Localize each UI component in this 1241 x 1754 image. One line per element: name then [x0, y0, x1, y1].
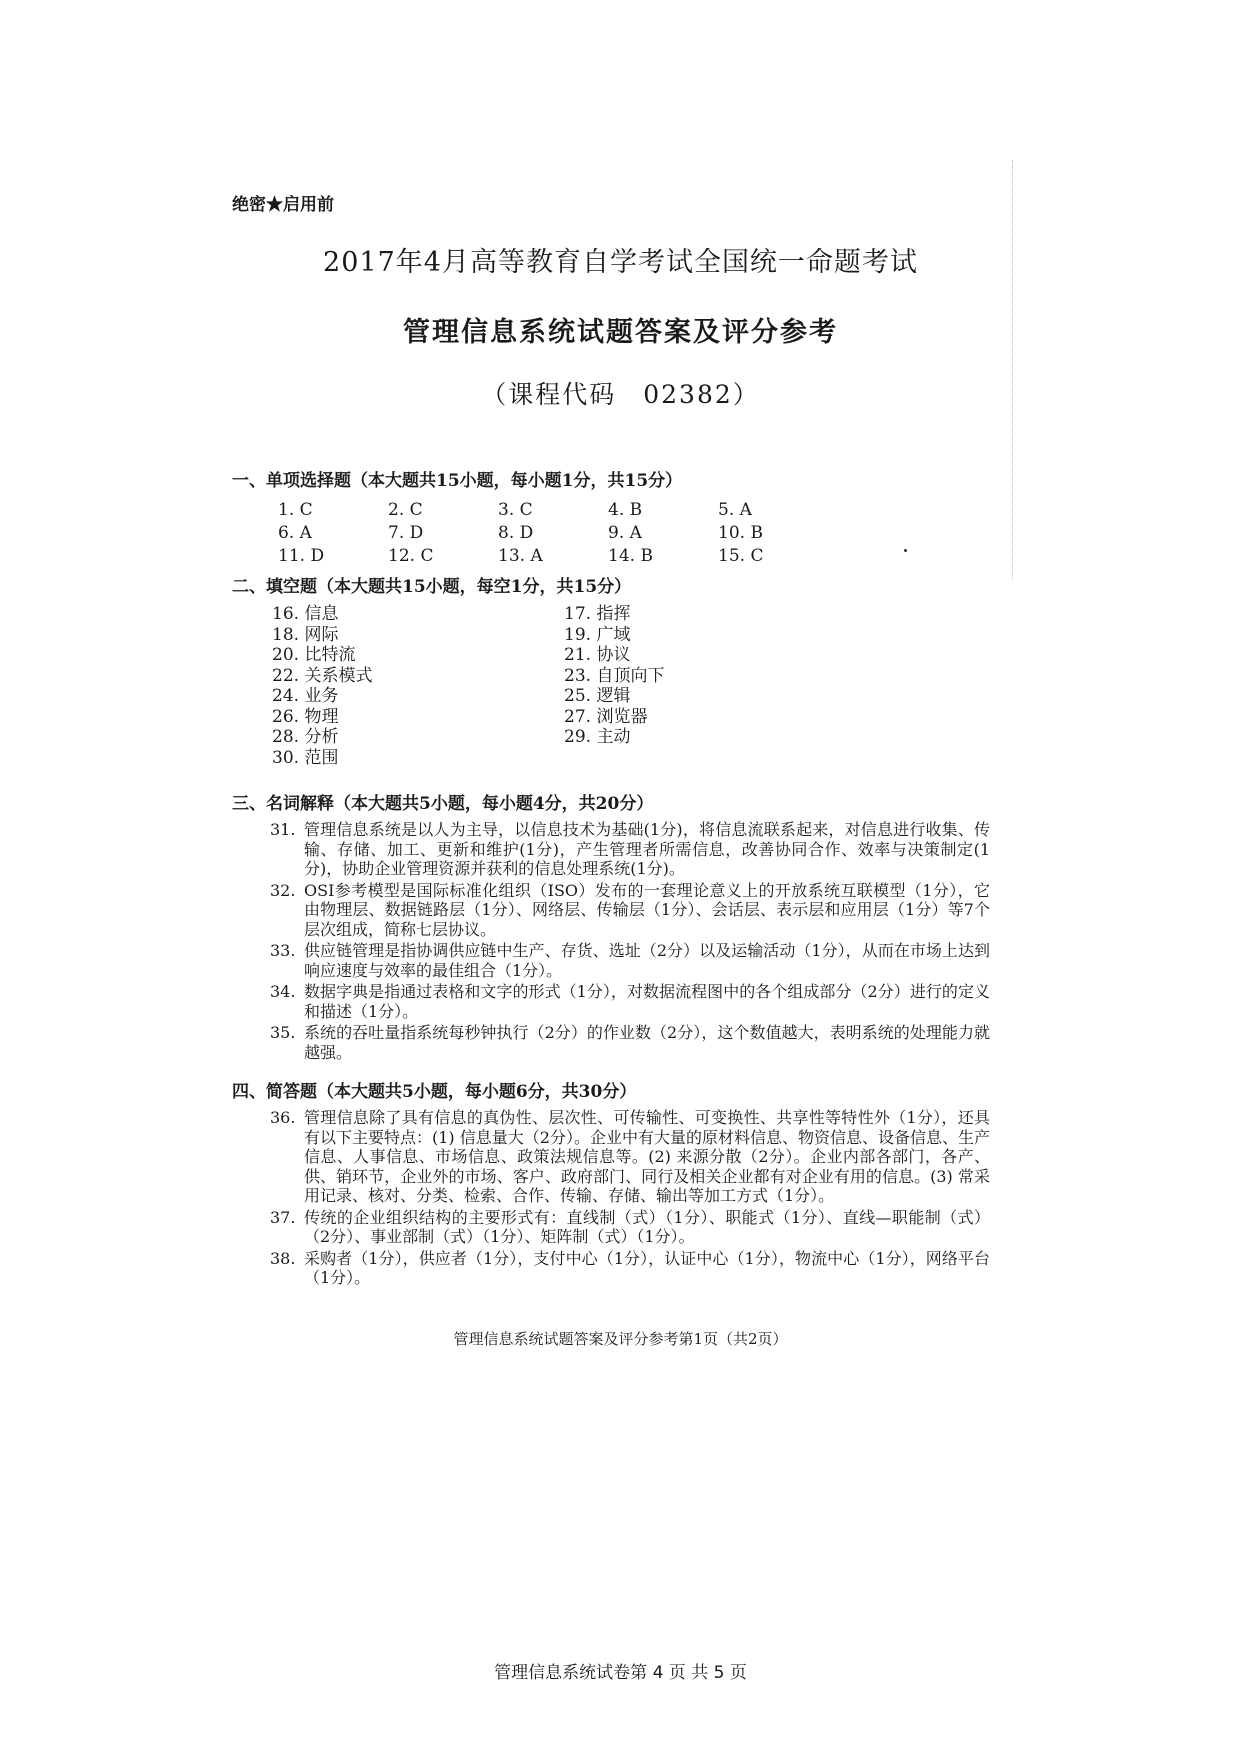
short-answers — [270, 1108, 990, 1290]
item-number: 33. — [270, 941, 296, 960]
answer-item — [270, 982, 990, 1021]
mc-answer: 2. C — [388, 500, 423, 520]
mc-answer: 3. C — [498, 500, 533, 520]
mc-answer: 11. D — [278, 546, 325, 566]
item-text: 系统的吞吐量指系统每秒钟执行（2分）的作业数（2分），这个数值越大，表明系统的处理能力就越强。 — [304, 1023, 990, 1062]
fill-answer: 30. 范围 — [272, 747, 339, 768]
mc-answer: 13. A — [498, 546, 543, 566]
item-text: 传统的企业组织结构的主要形式有：直线制（式）（1分）、职能式（1分）、直线—职能制（式）（2分）、事业部制（式）（1分）、矩阵制（式）（1分）。 — [304, 1207, 990, 1246]
answer-item — [270, 1108, 990, 1206]
mc-answer: 5. A — [718, 500, 752, 520]
fill-answer: 27. 浏览器 — [564, 706, 648, 727]
fill-answer: 19. 广域 — [564, 624, 631, 645]
fill-answer: 22. 关系模式 — [272, 665, 373, 686]
fill-answer: 28. 分析 — [272, 727, 339, 747]
scan-page-note: 管理信息系统试题答案及评分参考第1页（共2页） — [453, 1330, 788, 1348]
confidential-mark: 绝密★启用前 — [232, 195, 334, 215]
fill-answer: 29. 主动 — [564, 727, 631, 747]
item-number: 35. — [270, 1023, 296, 1042]
section1-heading: 一、单项选择题（本大题共15小题，每小题1分，共15分） — [232, 471, 683, 491]
item-text: 采购者（1分），供应者（1分），支付中心（1分），认证中心（1分），物流中心（1分），网络平台（1分）。 — [304, 1248, 990, 1287]
fill-answer: 25. 逻辑 — [564, 686, 631, 706]
answer-item — [270, 881, 990, 940]
answer-item — [270, 1249, 990, 1288]
fill-blank-answers — [272, 604, 772, 768]
fill-answer: 18. 网际 — [272, 624, 339, 645]
item-number: 32. — [270, 880, 296, 900]
item-number: 31. — [270, 820, 296, 839]
item-text: 数据字典是指通过表格和文字的形式（1分），对数据流程图中的各个组成部分（2分）进行的定义和描述（1分）。 — [304, 982, 990, 1021]
multiple-choice-answers — [278, 500, 838, 566]
fill-answer: 26. 物理 — [272, 706, 339, 727]
mc-answer: 14. B — [608, 546, 653, 566]
item-text: 管理信息除了具有信息的真伪性、层次性、可传输性、可变换性、共享性等特性外（1分），还具有以下主要特点：(1) 信息量大（2分）。企业中有大量的原材料信息、物资信息、设备信息、生产信息、人事信息、市场信息、政策法规信息等。(2) 来源分散（2分）。企业内部各部门，各产、供、销环节，企业外的市场、客户、政府部门、同行及相关企业都有对企业有用的信息。(3) 常采用记录、核对、分类、检索、合作、传输、存储、输出等加工方式（1分）。 — [304, 1108, 990, 1205]
course-code: （课程代码 02382） — [481, 380, 760, 409]
section2-heading: 二、填空题（本大题共15小题，每空1分，共15分） — [232, 577, 632, 597]
mc-answer: 15. C — [718, 546, 764, 566]
item-number: 38. — [270, 1248, 296, 1268]
item-number: 34. — [270, 982, 296, 1001]
item-number: 36. — [270, 1108, 296, 1127]
answer-item — [270, 1023, 990, 1062]
mc-answer: 8. D — [498, 523, 534, 543]
answer-item — [270, 1208, 990, 1247]
answer-item — [270, 941, 990, 980]
mc-answer: 4. B — [608, 500, 643, 520]
item-text: 管理信息系统是以人为主导，以信息技术为基础(1分)，将信息流联系起来，对信息进行收集、传输、存储、加工、更新和维护(1分)，产生管理者所需信息，改善协同合作、效率与决策制定(1分)，协助企业管理资源并获利的信息处理系统(1分)。 — [304, 820, 990, 878]
term-definitions — [270, 820, 990, 1064]
mc-answer: 10. B — [718, 523, 763, 543]
fill-answer: 21. 协议 — [564, 645, 631, 665]
section4-heading: 四、简答题（本大题共5小题，每小题6分，共30分） — [232, 1082, 637, 1102]
section3-heading: 三、名词解释（本大题共5小题，每小题4分，共20分） — [232, 794, 654, 814]
page-footer: 管理信息系统试卷第 4 页 共 5 页 — [494, 1663, 747, 1683]
scan-edge-artifact — [1012, 160, 1014, 580]
fill-answer: 23. 自顶向下 — [564, 665, 665, 686]
exam-title: 2017年4月高等教育自学考试全国统一命题考试 — [323, 247, 918, 278]
mc-answer: 1. C — [278, 500, 313, 520]
mc-answer: 12. C — [388, 546, 434, 566]
mc-answer: 6. A — [278, 523, 312, 543]
mc-answer: 9. A — [608, 523, 642, 543]
item-number: 37. — [270, 1207, 296, 1227]
mc-answer: 7. D — [388, 523, 424, 543]
item-text: 供应链管理是指协调供应链中生产、存货、选址（2分）以及运输活动（1分），从而在市场上达到响应速度与效率的最佳组合（1分）。 — [304, 941, 990, 980]
scan-speck — [904, 549, 907, 552]
answer-item — [270, 820, 990, 879]
fill-answer: 24. 业务 — [272, 686, 339, 706]
fill-answer: 20. 比特流 — [272, 645, 356, 665]
item-text: OSI参考模型是国际标准化组织（ISO）发布的一套理论意义上的开放系统互联模型（1分），它由物理层、数据链路层（1分）、网络层、传输层（1分）、会话层、表示层和应用层（1分）等7个层次组成，简称七层协议。 — [304, 880, 990, 939]
fill-answer: 17. 指挥 — [564, 604, 631, 624]
answer-title: 管理信息系统试题答案及评分参考 — [403, 317, 838, 348]
fill-answer: 16. 信息 — [272, 604, 339, 624]
